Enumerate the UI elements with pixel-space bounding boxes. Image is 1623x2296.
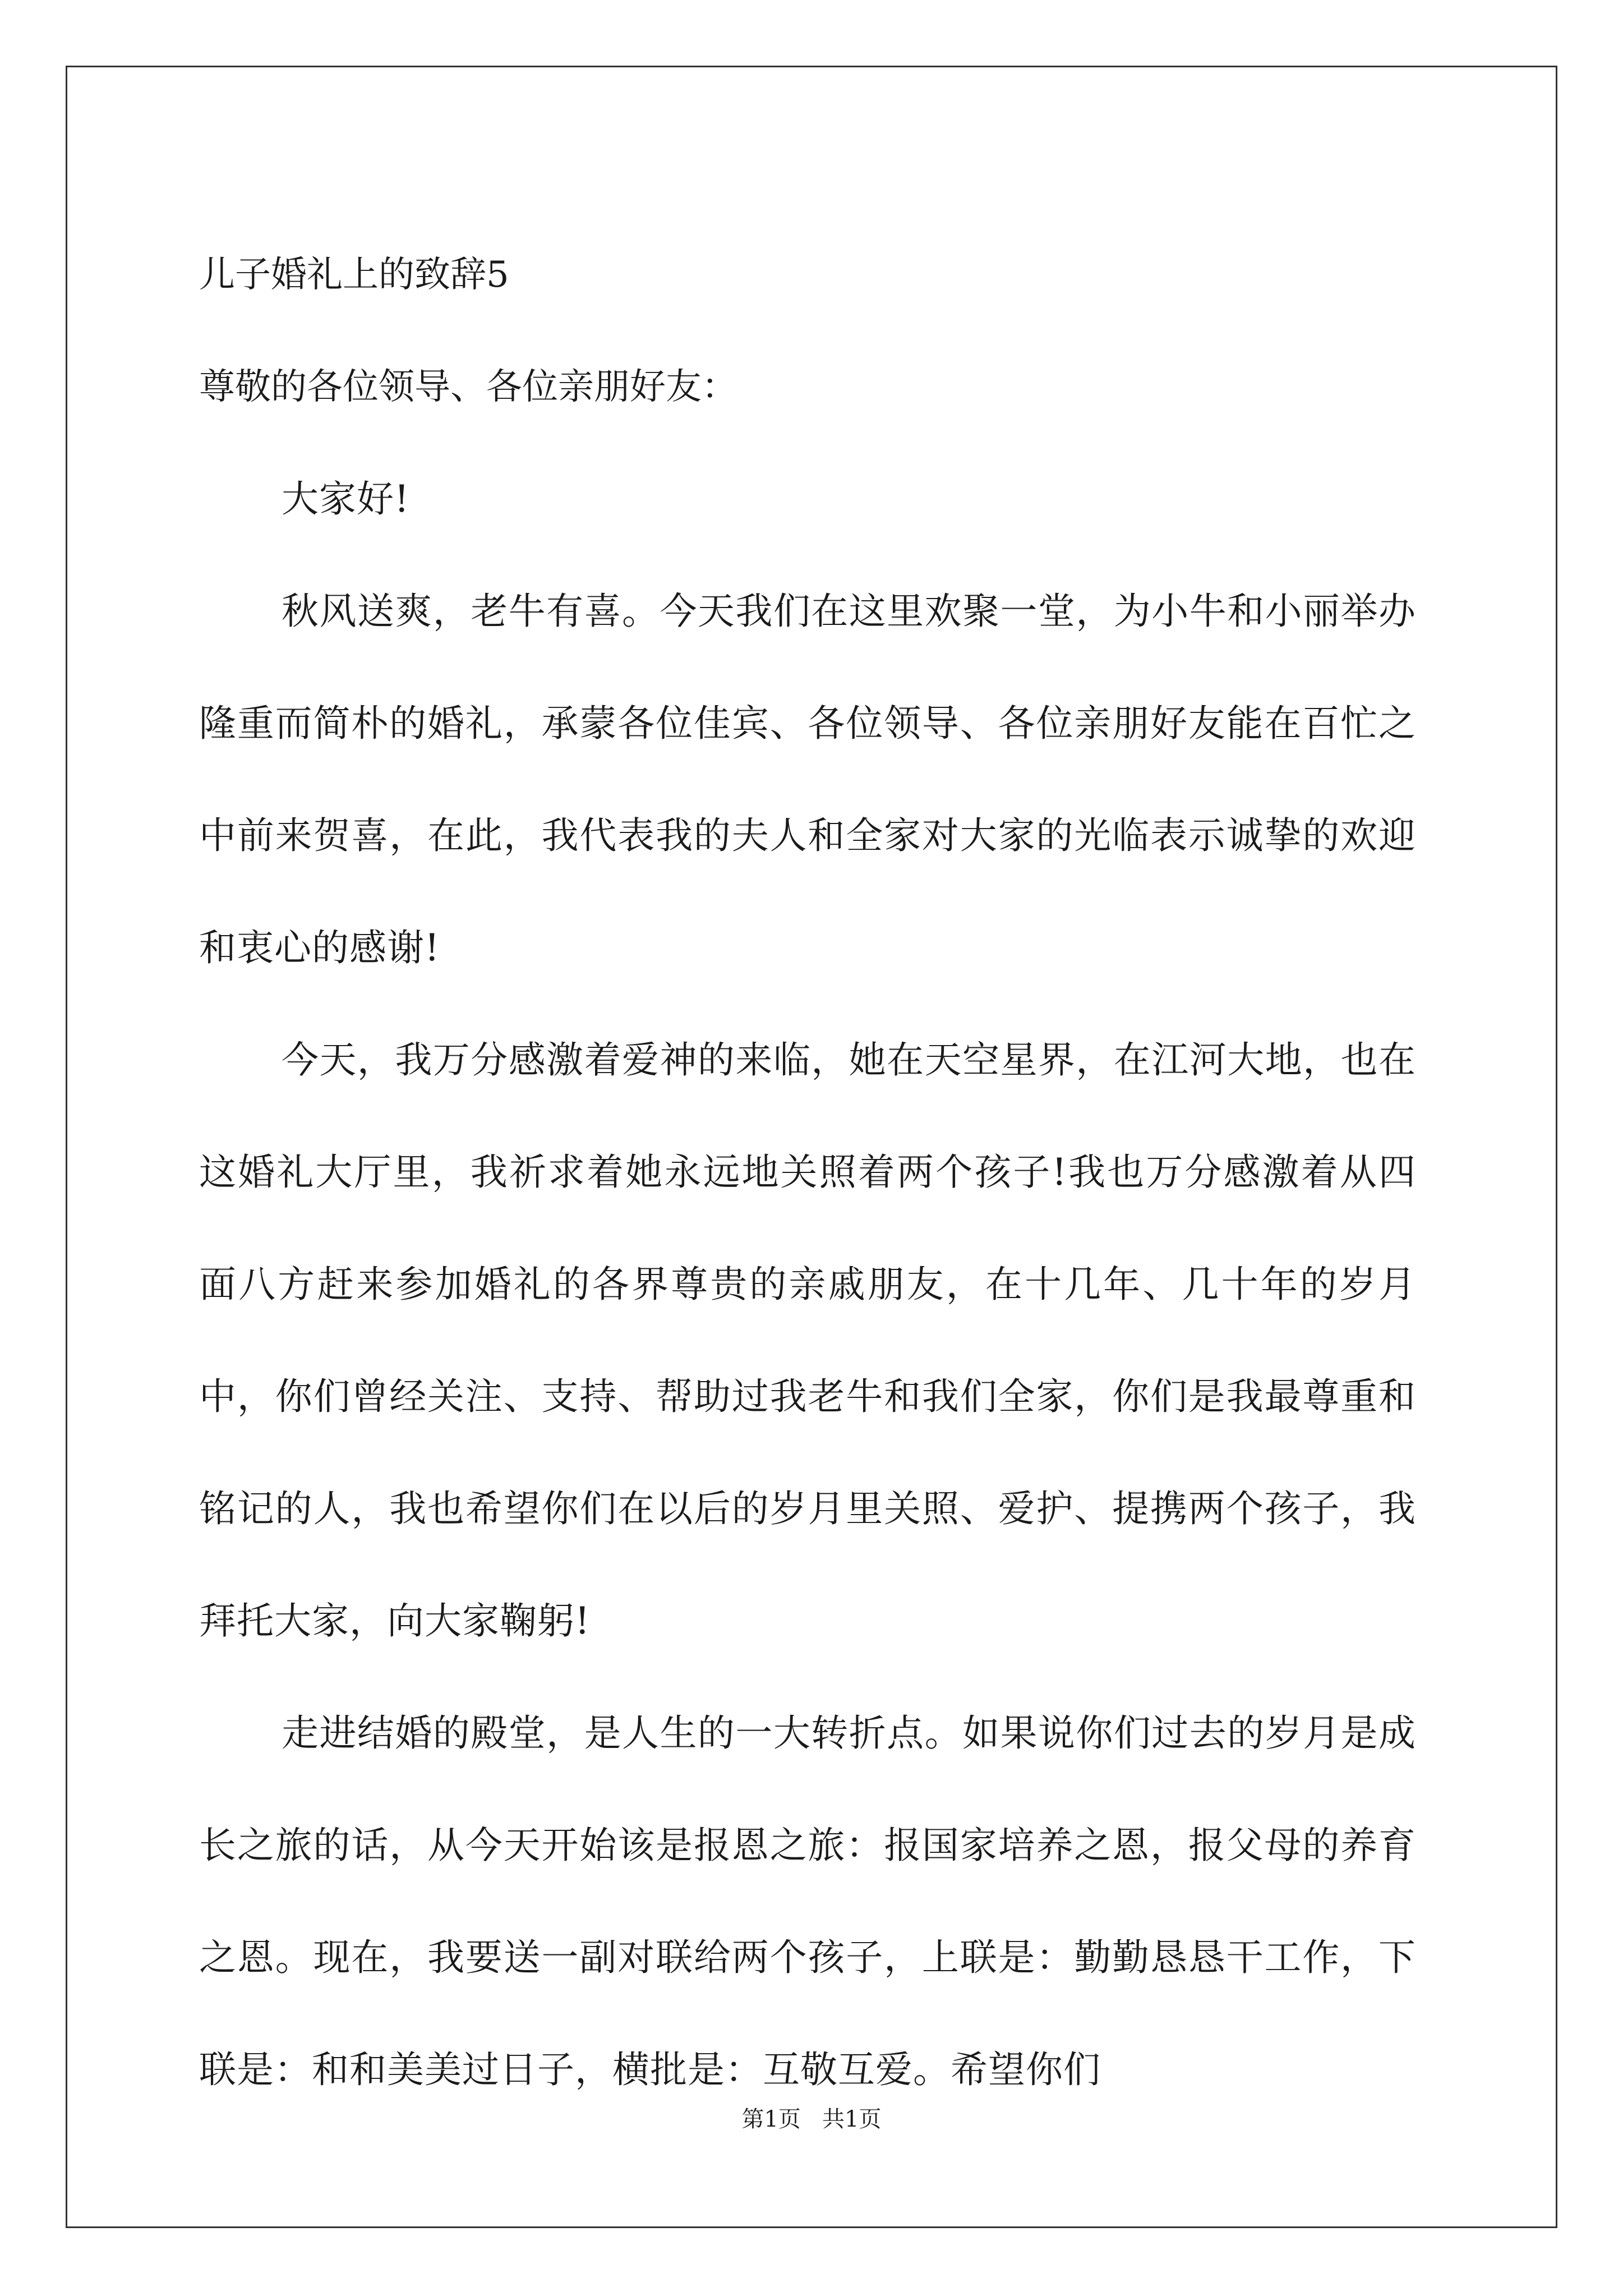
salutation: 尊敬的各位领导、各位亲朋好友： — [199, 366, 737, 408]
paragraph: 秋风送爽，老牛有喜。今天我们在这里欢聚一堂，为小牛和小丽举办隆重而简朴的婚礼，承蒙各位佳宾、各位领导、各位亲朋好友能在百忙之中前来贺喜，在此，我代表我的夫人和全家对大家的光临表示诚挚的欢迎和衷心的感谢! — [199, 590, 1416, 969]
page-number-footer: 第1页 共1页 — [741, 2106, 882, 2132]
document-body — [199, 219, 1416, 2126]
paragraph: 今天，我万分感激着爱神的来临，她在天空星界，在江河大地，也在这婚礼大厅里，我祈求着她永远地关照着两个孩子!我也万分感激着从四面八方赶来参加婚礼的各界尊贵的亲戚朋友，在十几年、几十年的岁月中，你们曾经关注、支持、帮助过我老牛和我们全家，你们是我最尊重和铭记的人，我也希望你们在以后的岁月里关照、爱护、提携两个孩子，我拜托大家，向大家鞠躬! — [199, 1038, 1416, 1642]
paragraph: 走进结婚的殿堂，是人生的一大转折点。如果说你们过去的岁月是成长之旅的话，从今天开始该是报恩之旅：报国家培养之恩，报父母的养育之恩。现在，我要送一副对联给两个孩子，上联是：勤勤恳恳干工作，下联是：和和美美过日子，横批是：互敬互爱。希望你们 — [199, 1711, 1416, 2091]
document-title: 儿子婚礼上的致辞5 — [199, 254, 509, 296]
paragraph-greeting: 大家好! — [282, 477, 410, 521]
